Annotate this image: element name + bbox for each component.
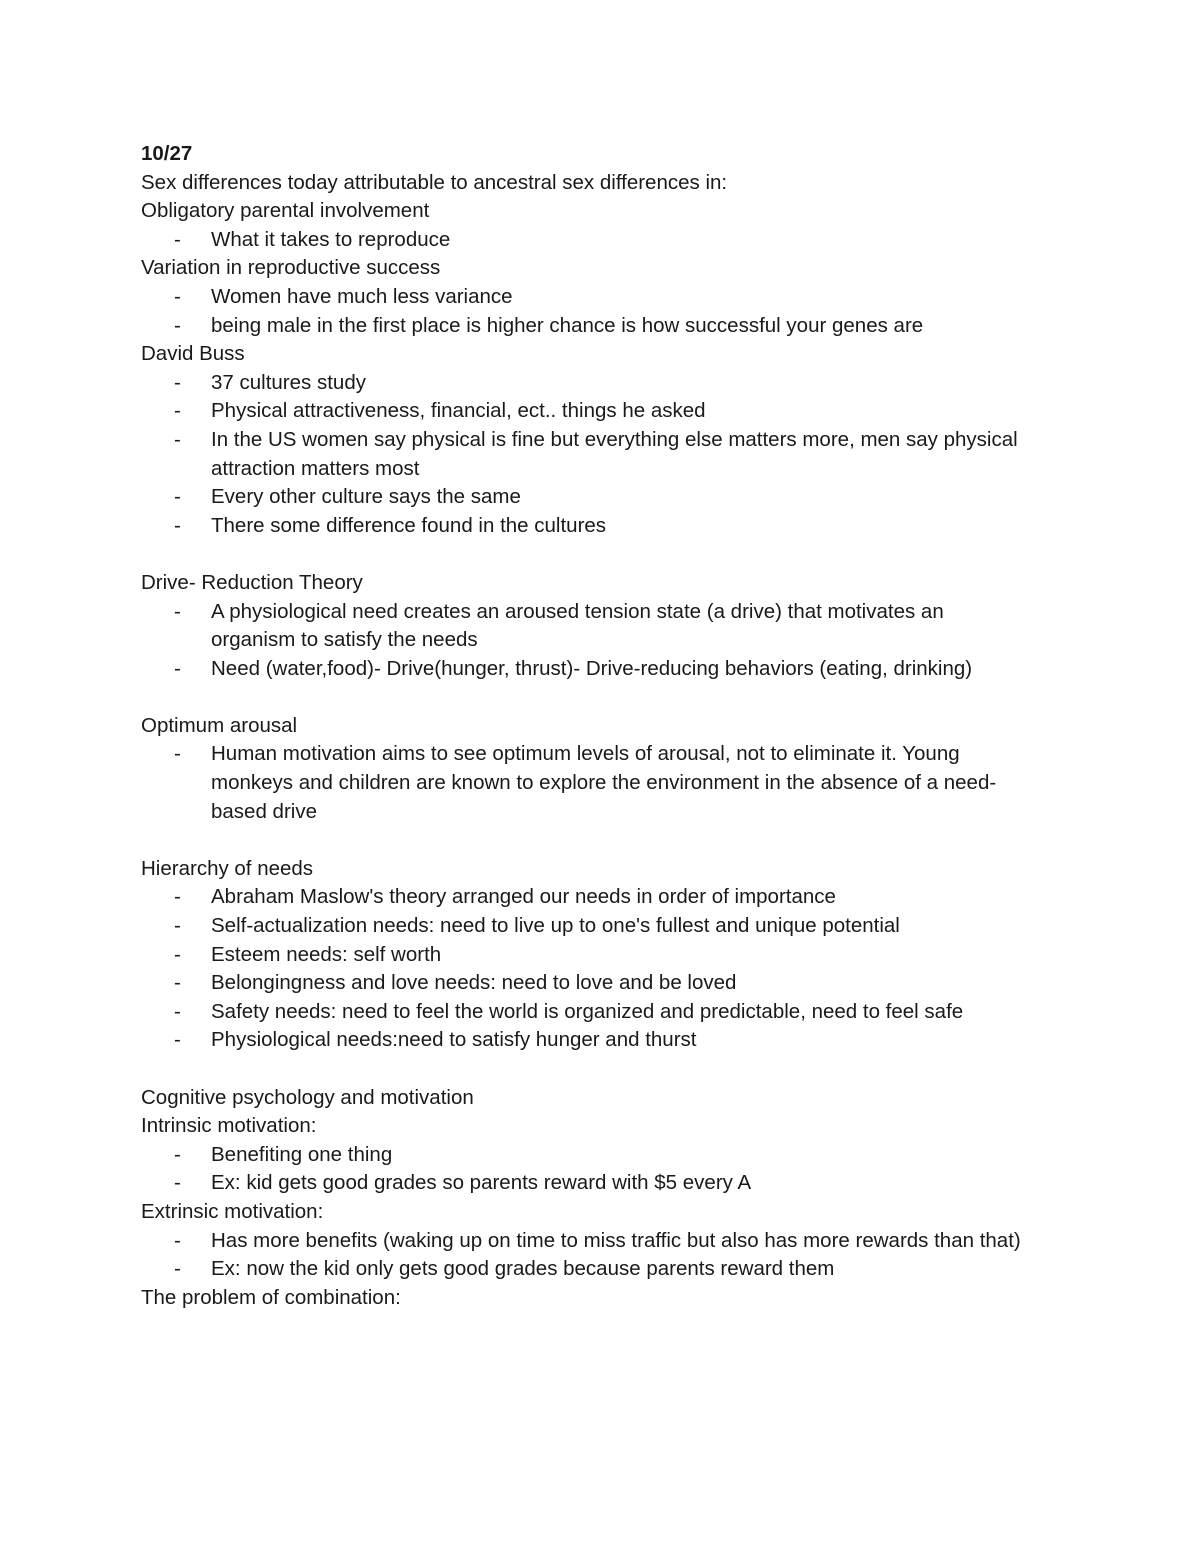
blank-line [141,683,1041,712]
bullet-text: Self-actualization needs: need to live up to one's fullest and unique potential [211,914,900,938]
bullet-text: Benefiting one thing [211,1142,393,1166]
bullet-text: 37 cultures study [211,370,366,394]
date-heading: 10/27 [141,142,193,165]
bullet-item [141,483,1041,512]
bullet-text: Physiological needs:need to satisfy hunger and thurst [211,1028,697,1052]
dash-marker: - [174,284,181,308]
dash-marker: - [174,227,181,251]
bullet-item [141,1169,1041,1198]
bullet-item [141,226,1041,255]
bullet-text: Has more benefits (waking up on time to miss traffic but also has more rewards than that) [211,1228,1021,1252]
bullet-item [141,969,1041,998]
dash-marker: - [174,1228,181,1252]
bullet-item [141,912,1041,941]
bullet-item [141,883,1041,912]
bullet-item [141,598,1041,655]
bullet-item [141,1255,1041,1284]
bullet-item [141,1026,1041,1055]
bullet-item [141,941,1041,970]
section-heading: David Buss [141,342,245,366]
dash-marker: - [174,370,181,394]
bullet-item [141,655,1041,684]
dash-marker: - [174,313,181,337]
section-heading: Hierarchy of needs [141,856,314,880]
dash-marker: - [174,1142,181,1166]
bullet-text: Ex: kid gets good grades so parents reward with $5 every A [211,1171,752,1195]
section-heading: Intrinsic motivation: [141,1114,317,1138]
bullet-text: There some difference found in the cultures [211,513,607,537]
section-heading: Extrinsic motivation: [141,1199,324,1223]
dash-marker: - [174,513,181,537]
dash-marker: - [174,399,181,423]
bullet-item [141,369,1041,398]
dash-marker: - [174,999,181,1023]
bullet-item [141,740,1041,826]
blank-line [141,826,1041,855]
dash-marker: - [174,485,181,509]
section-heading: The problem of combination: [141,1285,401,1309]
bullet-text: Physical attractiveness, financial, ect.. things he asked [211,399,706,423]
dash-marker: - [174,1171,181,1195]
bullet-text: Ex: now the kid only gets good grades because parents reward them [211,1257,835,1281]
dash-marker: - [174,656,181,680]
dash-marker: - [174,599,181,623]
bullet-text: being male in the first place is higher chance is how successful your genes are [211,313,924,337]
blank-line [141,1055,1041,1084]
bullet-text: What it takes to reproduce [211,227,451,251]
bullet-item [141,283,1041,312]
bullet-text: Belongingness and love needs: need to love and be loved [211,971,737,995]
dash-marker: - [174,1257,181,1281]
bullet-text: Women have much less variance [211,284,513,308]
section-heading: Obligatory parental involvement [141,199,430,223]
dash-marker: - [174,742,181,766]
bullet-text: A physiological need creates an aroused tension state (a drive) that motivates an organism to satisfy the needs [211,599,944,652]
section-heading: Drive- Reduction Theory [141,570,363,594]
dash-marker: - [174,942,181,966]
text-line: Sex differences today attributable to ancestral sex differences in: [141,170,728,194]
bullet-text: Every other culture says the same [211,485,521,509]
section-heading: Optimum arousal [141,713,298,737]
bullet-text: Human motivation aims to see optimum levels of arousal, not to eliminate it. Young monkeys and children are known to explore the environment in the absence of a need-based drive [211,742,997,823]
bullet-text: In the US women say physical is fine but everything else matters more, men say physical attraction matters most [211,427,1018,480]
section-heading: Variation in reproductive success [141,256,441,280]
bullet-text: Abraham Maslow's theory arranged our needs in order of importance [211,885,836,909]
blank-line [141,540,1041,569]
bullet-item [141,1141,1041,1170]
bullet-text: Esteem needs: self worth [211,942,442,966]
section-heading: Cognitive psychology and motivation [141,1085,474,1109]
document-page [141,140,1041,1312]
dash-marker: - [174,885,181,909]
bullet-item [141,426,1041,483]
dash-marker: - [174,427,181,451]
bullet-item [141,312,1041,341]
bullet-text: Need (water,food)- Drive(hunger, thrust)- Drive-reducing behaviors (eating, drinking) [211,656,973,680]
bullet-item [141,512,1041,541]
bullet-text: Safety needs: need to feel the world is organized and predictable, need to feel safe [211,999,964,1023]
bullet-item [141,998,1041,1027]
bullet-item [141,1227,1041,1256]
dash-marker: - [174,1028,181,1052]
bullet-item [141,397,1041,426]
dash-marker: - [174,971,181,995]
dash-marker: - [174,914,181,938]
